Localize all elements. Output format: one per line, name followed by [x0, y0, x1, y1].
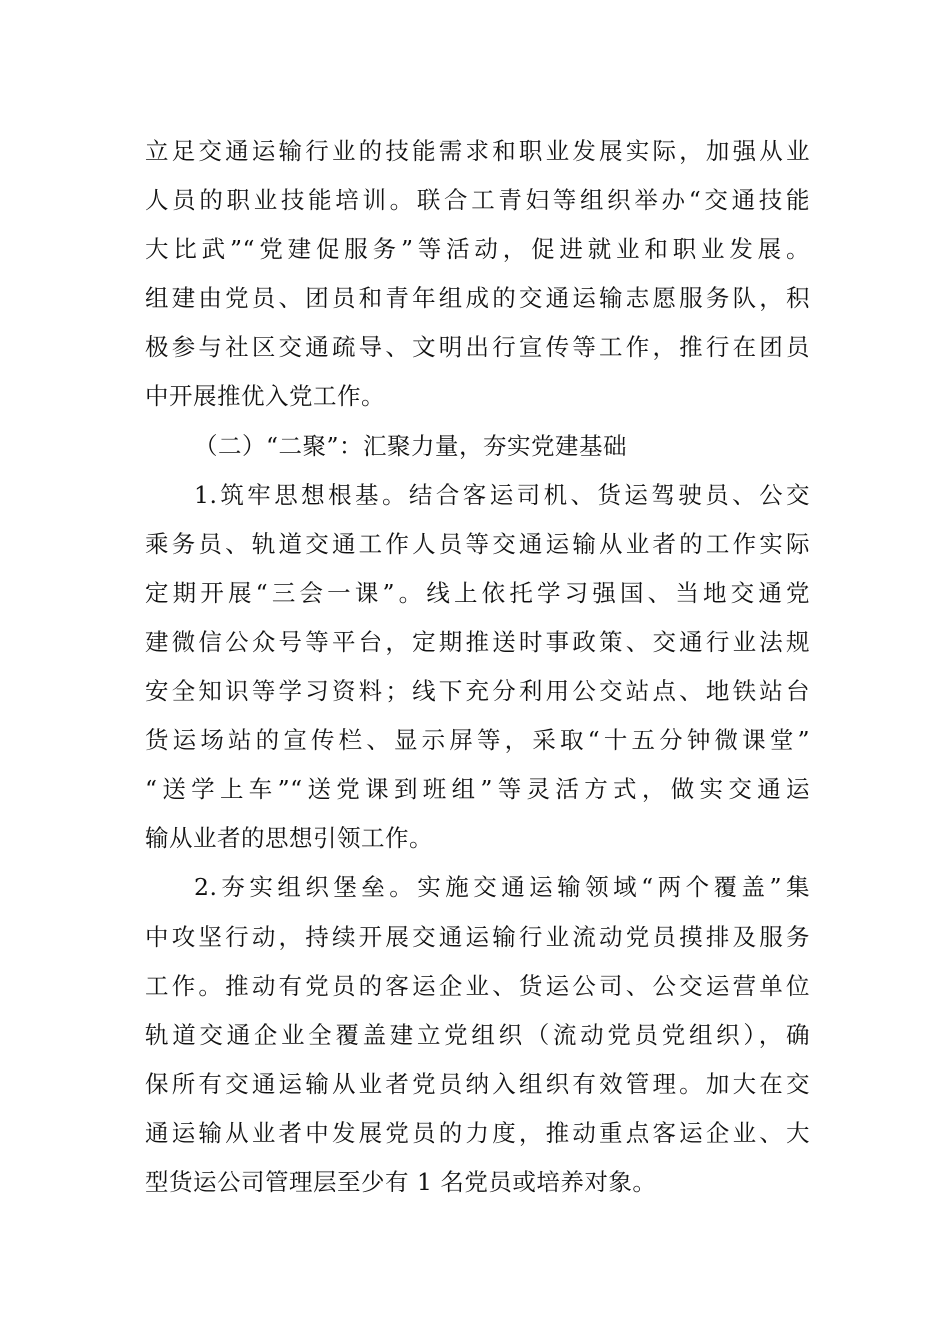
paragraph-line-6: 中开展推优入党工作。: [145, 382, 385, 411]
paragraph-line-18: 工作。推动有党员的客运企业、货运公司、公交运营单位: [145, 971, 810, 1000]
paragraph-line-5: 极参与社区交通疏导、文明出行宣传等工作，推行在团员: [145, 333, 810, 362]
paragraph-line-11: 建微信公众号等平台，定期推送时事政策、交通行业法规: [145, 627, 810, 656]
paragraph-line-17: 中攻坚行动，持续开展交通运输行业流动党员摸排及服务: [145, 922, 810, 951]
paragraph-line-14: “送学上车”“送党课到班组”等灵活方式，做实交通运: [145, 775, 810, 804]
paragraph-line-2: 人员的职业技能培训。联合工青妇等组织举办“交通技能: [145, 186, 810, 215]
paragraph-line-1: 立足交通运输行业的技能需求和职业发展实际，加强从业: [145, 137, 810, 165]
paragraph-line-16: 2.夯实组织堡垒。实施交通运输领域“两个覆盖”集: [194, 873, 810, 902]
paragraph-line-15: 输从业者的思想引领工作。: [145, 824, 433, 853]
paragraph-line-4: 组建由党员、团员和青年组成的交通运输志愿服务队，积: [145, 284, 810, 313]
paragraph-line-22: 型货运公司管理层至少有 1 名党员或培养对象。: [145, 1167, 657, 1196]
paragraph-line-10: 定期开展“三会一课”。线上依托学习强国、当地交通党: [145, 578, 810, 607]
paragraph-line-13: 货运场站的宣传栏、显示屏等，采取“十五分钟微课堂”: [145, 726, 810, 755]
paragraph-line-3: 大比武”“党建促服务”等活动，促进就业和职业发展。: [145, 235, 810, 264]
section-heading: （二）“二聚”：汇聚力量，夯实党建基础: [194, 431, 628, 460]
paragraph-line-20: 保所有交通运输从业者党员纳入组织有效管理。加大在交: [145, 1069, 810, 1098]
paragraph-line-8: 1.筑牢思想根基。结合客运司机、货运驾驶员、公交: [194, 480, 810, 509]
document-body: [145, 127, 810, 1207]
paragraph-line-19: 轨道交通企业全覆盖建立党组织（流动党员党组织），确: [145, 1020, 810, 1049]
paragraph-line-12: 安全知识等学习资料；线下充分利用公交站点、地铁站台: [145, 677, 810, 706]
paragraph-line-21: 通运输从业者中发展党员的力度，推动重点客运企业、大: [145, 1118, 810, 1147]
paragraph-line-9: 乘务员、轨道交通工作人员等交通运输从业者的工作实际: [145, 529, 810, 558]
